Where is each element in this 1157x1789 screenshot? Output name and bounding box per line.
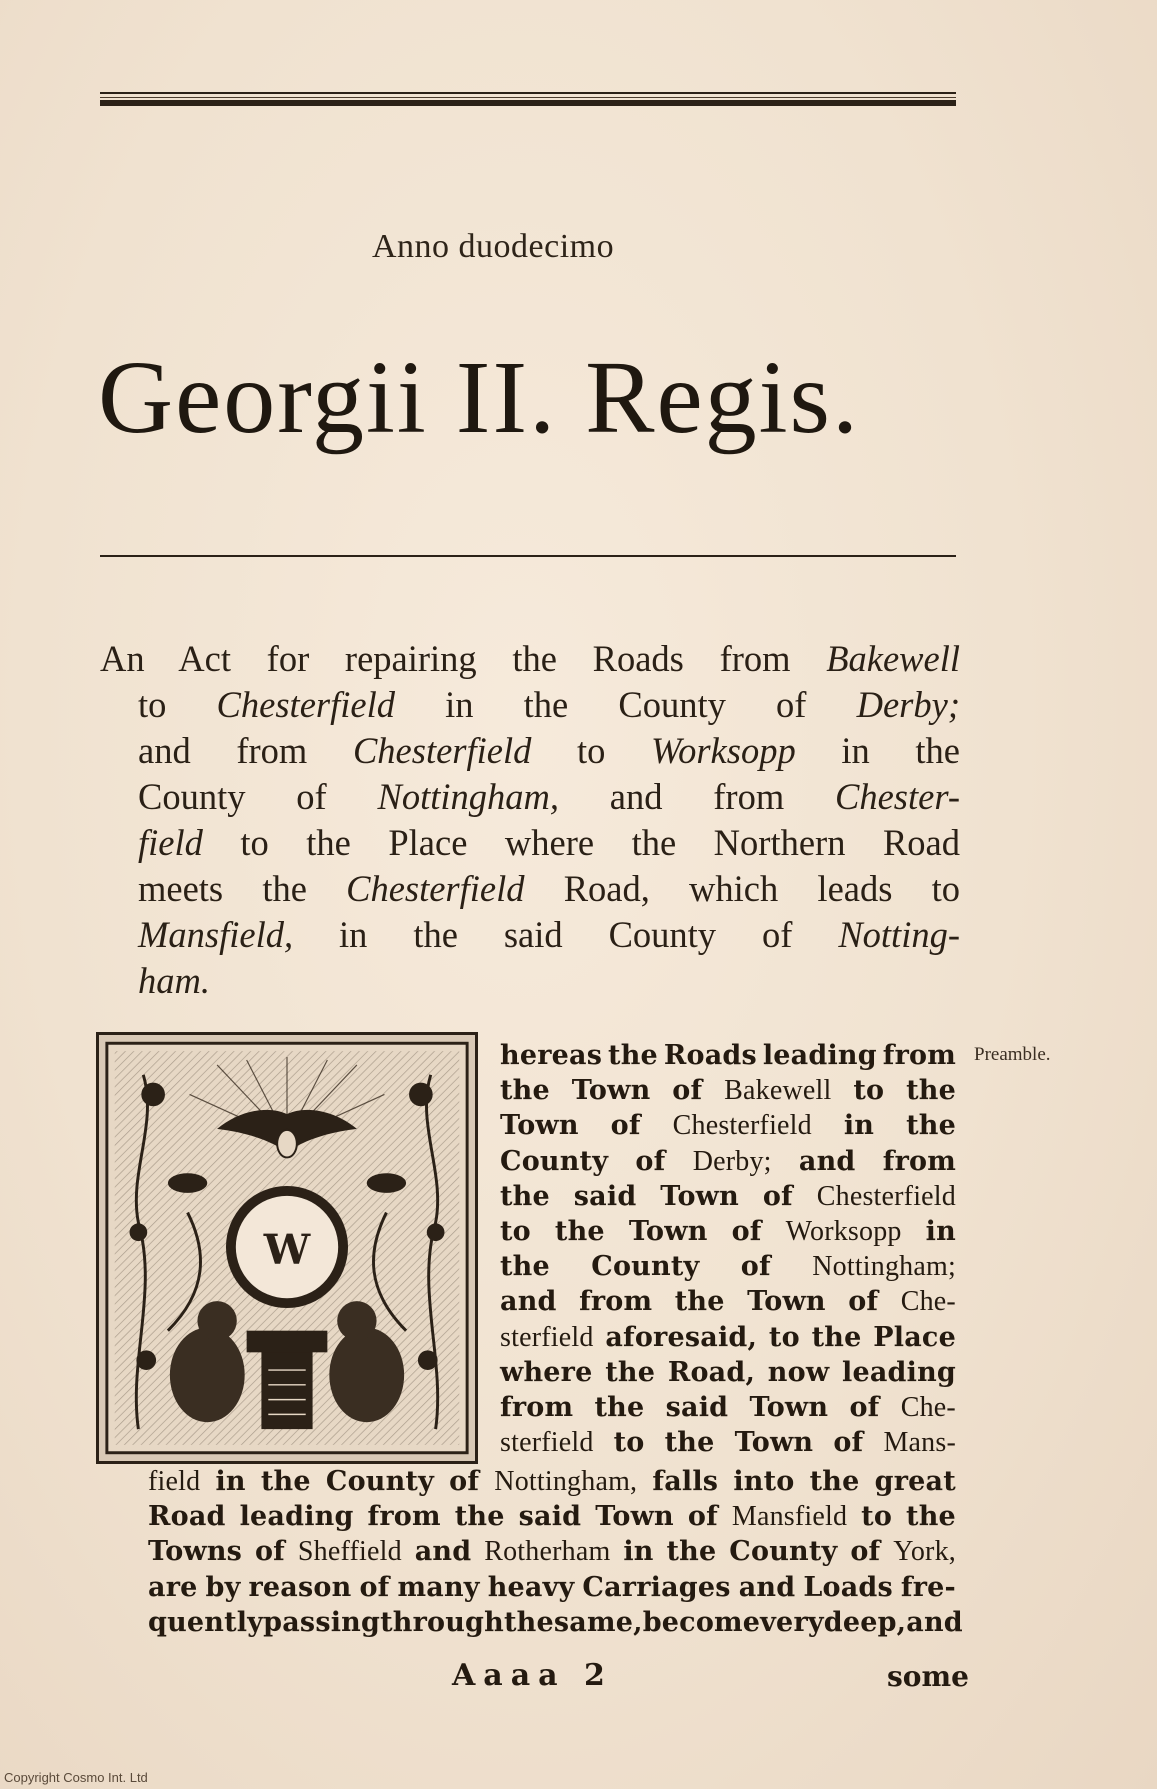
act-text: and from — [138, 730, 353, 771]
act-text: in the County of — [394, 684, 857, 725]
preamble-word: from — [882, 1040, 956, 1071]
preamble-line — [500, 1286, 956, 1318]
preamble-line — [148, 1466, 956, 1498]
preamble-word: Sheffield — [297, 1536, 402, 1568]
preamble-word: the — [454, 1501, 505, 1533]
preamble-word: of — [731, 1216, 762, 1247]
preamble-word: Loads — [803, 1571, 893, 1603]
act-text: An Act for repairing the Roads from — [100, 638, 827, 679]
preamble-word: the — [674, 1286, 725, 1318]
act-title-line — [100, 820, 960, 866]
preamble-word: said — [665, 1392, 729, 1423]
preamble-word: County — [729, 1536, 838, 1568]
preamble-word: County — [325, 1466, 434, 1497]
preamble-word: now — [767, 1356, 830, 1388]
act-title-line — [100, 682, 960, 728]
preamble-word: Nottingham, — [494, 1466, 638, 1497]
preamble-line — [500, 1075, 956, 1107]
preamble-word: Town — [595, 1501, 674, 1533]
preamble-word: heavy — [487, 1571, 575, 1603]
preamble-word: of — [449, 1466, 480, 1497]
initial-letter: W — [263, 1224, 311, 1274]
preamble-line — [500, 1427, 956, 1459]
preamble-word: Chesterfield — [672, 1110, 812, 1142]
preamble-word: into — [733, 1466, 795, 1497]
place-name: Notting- — [838, 914, 960, 955]
preamble-word: the — [500, 1180, 550, 1212]
act-text: to — [531, 730, 652, 771]
preamble-word: County — [500, 1145, 609, 1177]
preamble-line — [500, 1392, 956, 1424]
signature-mark: Aaaa 2 — [452, 1658, 613, 1693]
preamble-word: to — [768, 1321, 800, 1353]
preamble-word: the — [605, 1356, 656, 1388]
preamble-word: York, — [893, 1536, 956, 1568]
preamble-word: in — [925, 1216, 956, 1247]
preamble-word: County — [591, 1251, 700, 1283]
preamble-word: to — [861, 1501, 893, 1533]
preamble-line — [148, 1572, 956, 1603]
preamble-word: Place — [873, 1321, 956, 1353]
preamble-word: to — [853, 1075, 885, 1107]
place-name: Derby; — [856, 684, 960, 725]
place-name: Nottingham, — [377, 776, 559, 817]
preamble-word: from — [882, 1145, 956, 1177]
preamble-word: and — [798, 1145, 856, 1177]
preamble-word: Che- — [900, 1392, 956, 1423]
preamble-word: of — [850, 1536, 881, 1568]
preamble-word: of — [610, 1110, 641, 1142]
preamble-word: leading — [842, 1356, 956, 1388]
preamble-word: the — [260, 1466, 311, 1497]
preamble-word: of — [687, 1501, 718, 1533]
act-text: Road, which leads to — [524, 868, 960, 909]
preamble-word: in — [623, 1536, 654, 1568]
place-name: Chesterfield — [352, 730, 532, 771]
place-name: Chesterfield — [346, 868, 525, 909]
preamble-word: of — [359, 1571, 390, 1603]
preamble-line — [500, 1216, 956, 1248]
preamble-word: of — [849, 1392, 880, 1423]
act-text: in the said County of — [293, 914, 839, 955]
preamble-word: of — [848, 1286, 879, 1318]
preamble-word: falls — [652, 1466, 719, 1497]
preamble-word: passing — [263, 1606, 381, 1638]
place-name: Chester- — [835, 776, 960, 817]
preamble-word: Town — [660, 1180, 739, 1212]
act-text: to — [138, 684, 217, 725]
preamble-word: where — [500, 1356, 593, 1388]
section-rule — [100, 555, 956, 557]
preamble-word: Bakewell — [724, 1075, 832, 1107]
place-name: Chesterfield — [216, 684, 395, 725]
margin-note-preamble: Preamble. — [974, 1044, 1051, 1065]
place-name: Mansfield, — [138, 914, 294, 955]
preamble-word: aforesaid, — [605, 1321, 758, 1353]
preamble-word: to — [500, 1216, 531, 1247]
act-title-line — [100, 866, 960, 912]
preamble-word: Town — [500, 1110, 579, 1142]
preamble-word: the — [906, 1501, 956, 1533]
preamble-word: Mans- — [883, 1427, 956, 1459]
preamble-word: the — [500, 1251, 550, 1283]
top-double-rule — [100, 92, 956, 106]
preamble-word: the — [809, 1466, 860, 1497]
catchword: some — [887, 1660, 969, 1693]
preamble-word: sterfield — [500, 1427, 594, 1459]
preamble-word: the — [594, 1392, 645, 1423]
preamble-word: by — [205, 1571, 241, 1603]
act-title-line — [100, 728, 960, 774]
preamble-word: deep, — [823, 1606, 907, 1638]
preamble-word: the — [906, 1110, 956, 1142]
preamble-word: Mansfield — [731, 1501, 848, 1533]
ornament-woodcut-icon — [99, 1035, 475, 1461]
preamble-word: many — [397, 1571, 480, 1603]
preamble-word: in — [215, 1466, 246, 1497]
preamble-line — [500, 1357, 956, 1388]
preamble-word: of — [762, 1180, 793, 1212]
preamble-word: become — [642, 1606, 761, 1638]
act-title — [100, 636, 960, 1004]
act-title-line — [100, 912, 960, 958]
preamble-word: Derby; — [692, 1145, 772, 1177]
preamble-word: very — [760, 1606, 824, 1638]
preamble-word: quently — [148, 1606, 264, 1638]
place-name: ham. — [138, 960, 210, 1001]
preamble-word: from — [367, 1501, 441, 1533]
preamble-word: the — [664, 1427, 715, 1459]
act-text: meets the — [138, 868, 347, 909]
preamble-word: the — [500, 1075, 550, 1107]
preamble-word: the — [666, 1536, 717, 1568]
preamble-word: and — [500, 1286, 557, 1318]
preamble-word: through — [380, 1606, 504, 1638]
preamble-word: reason — [248, 1571, 352, 1603]
preamble-word: in — [843, 1110, 875, 1142]
preamble-word: Town — [734, 1427, 814, 1459]
preamble-word: the — [906, 1075, 956, 1107]
preamble-word: sterfield — [500, 1321, 594, 1353]
anno-heading: Anno duodecimo — [372, 228, 615, 265]
preamble-word: Town — [747, 1286, 826, 1318]
preamble-word: Town — [628, 1216, 708, 1247]
preamble-line — [500, 1322, 956, 1354]
preamble-word: Worksopp — [785, 1216, 902, 1247]
preamble-word: Towns — [148, 1536, 243, 1568]
preamble-word: Road, — [667, 1356, 756, 1388]
act-title-line — [100, 636, 960, 682]
preamble-word: of — [833, 1427, 864, 1459]
preamble-word: Che- — [900, 1286, 956, 1318]
preamble-word: and — [906, 1606, 963, 1638]
preamble-word: Rotherham — [484, 1536, 611, 1568]
preamble-word: and — [738, 1571, 796, 1603]
preamble-word: Nottingham; — [812, 1251, 956, 1283]
preamble-line — [148, 1501, 956, 1533]
preamble-word: from — [579, 1286, 653, 1318]
preamble-word: great — [874, 1466, 956, 1497]
preamble-word: Chesterfield — [816, 1180, 956, 1212]
preamble-word: leading — [762, 1040, 877, 1071]
preamble-word: Carriages — [582, 1571, 731, 1603]
decorated-initial — [96, 1032, 478, 1464]
preamble-word: the — [608, 1040, 658, 1071]
place-name: Worksopp — [651, 730, 796, 771]
preamble-line — [500, 1110, 956, 1142]
act-text: and from — [558, 776, 835, 817]
act-title-line — [100, 774, 960, 820]
act-text: in the — [795, 730, 960, 771]
preamble-line — [148, 1606, 963, 1638]
preamble-word: said — [518, 1501, 582, 1533]
preamble-word: Town — [571, 1075, 651, 1107]
preamble-word: leading — [239, 1501, 354, 1533]
preamble-line — [148, 1536, 956, 1568]
act-text: to the Place where the Northern Road — [202, 822, 960, 863]
preamble-word: from — [500, 1392, 574, 1423]
preamble-word: the — [554, 1216, 605, 1247]
preamble-word: of — [740, 1251, 771, 1283]
preamble-word: of — [635, 1145, 666, 1177]
place-name: Bakewell — [826, 638, 960, 679]
preamble-word: the — [811, 1321, 862, 1353]
preamble-line — [500, 1181, 956, 1213]
act-text: County of — [138, 776, 378, 817]
preamble-word: hereas — [500, 1040, 603, 1071]
preamble-word: field — [148, 1466, 201, 1497]
preamble-word: Town — [749, 1392, 829, 1423]
preamble-word: same, — [553, 1606, 643, 1638]
copyright-watermark: Copyright Cosmo Int. Ltd — [4, 1770, 148, 1785]
preamble-word: Roads — [663, 1040, 757, 1071]
place-name: field — [138, 822, 203, 863]
preamble-word: fre- — [900, 1571, 956, 1603]
preamble-line — [500, 1251, 956, 1283]
preamble-line — [500, 1040, 956, 1071]
preamble-word: Road — [148, 1501, 226, 1533]
act-title-line — [100, 958, 960, 1004]
preamble-line — [500, 1146, 956, 1178]
preamble-word: of — [254, 1536, 285, 1568]
preamble-word: are — [148, 1571, 198, 1603]
preamble-word: to — [613, 1427, 645, 1459]
preamble-word: said — [573, 1180, 637, 1212]
preamble-word: and — [414, 1536, 472, 1568]
regnal-title: Georgii II. Regis. — [98, 340, 860, 455]
preamble-word: of — [672, 1075, 703, 1107]
preamble-word: the — [503, 1606, 554, 1638]
